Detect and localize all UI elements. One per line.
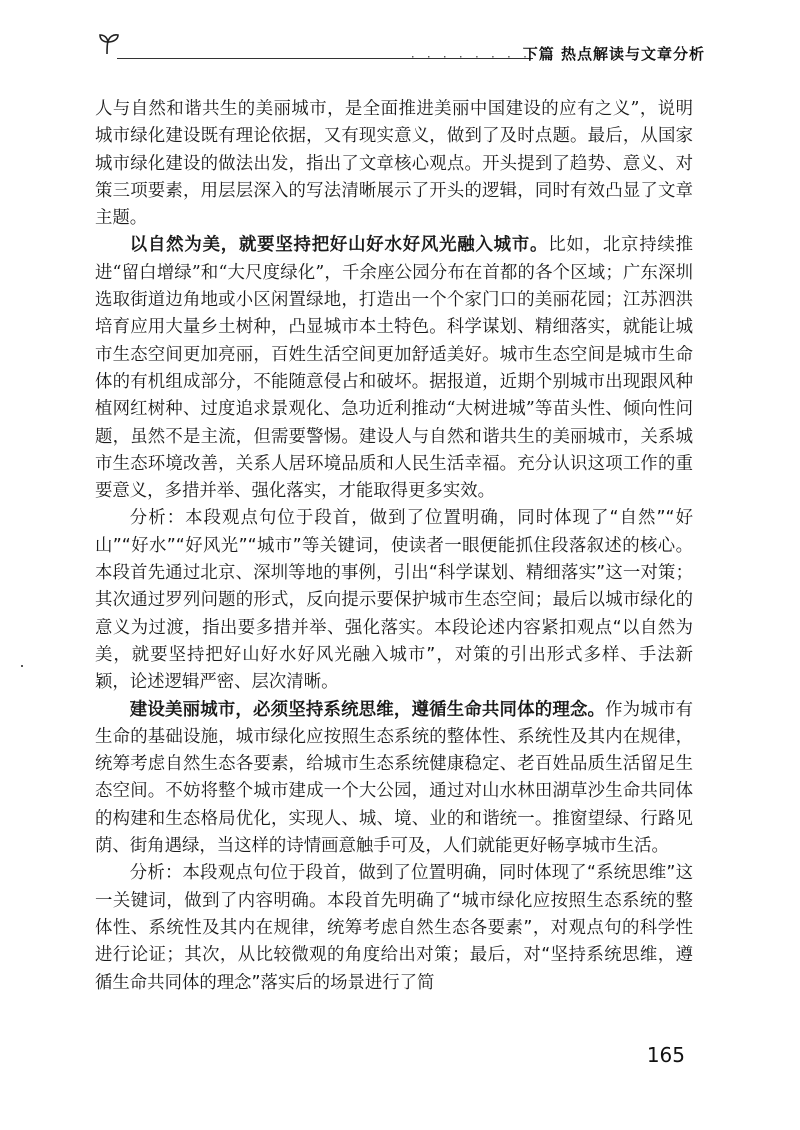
- running-header: [95, 30, 705, 66]
- paragraph-analysis-1: 分析：本段观点句位于段首，做到了位置明确，同时体现了“自然”“好山”“好水”“好风光”“城市”等关键词，使读者一眼便能抓住段落叙述的核心。本段首先通过北京、深圳等地的事例，引出“科学谋划、精细落实”这一对策；其次通过罗列问题的形式，反向提示要保护城市生态空间；最后以城市绿化的意义为过渡，指出要多措并举、强化落实。本段论述内容紧扣观点“以自然为美，就要坚持把好山好水好风光融入城市”，对策的引出形式多样、手法新颖，论述逻辑严密、层次清晰。: [95, 508, 693, 693]
- page-number: 165: [646, 1043, 685, 1067]
- page-body: [95, 96, 693, 997]
- margin-mark: [21, 665, 23, 667]
- paragraph-lead: 建设美丽城市，必须坚持系统思维，遵循生命共同体的理念。: [129, 699, 606, 720]
- paragraph-lead: 以自然为美，就要坚持把好山好水好风光融入城市。: [129, 235, 549, 256]
- paragraph-systems-thinking: 建设美丽城市，必须坚持系统思维，遵循生命共同体的理念。作为城市有生命的基础设施，城市绿化应按照生态系统的整体性、系统性及其内在规律，统筹考虑自然生态各要素，给城市生态系统健康稳定、老百姓品质生活留足生态空间。不妨将整个城市建成一个大公园，通过对山水林田湖草沙生命共同体的构建和生态格局优化，实现人、城、境、业的和谐统一。推窗望绿、行路见荫、街角遇绿，当这样的诗情画意触手可及，人们就能更好畅享城市生活。: [95, 699, 693, 857]
- sprout-icon: [95, 32, 121, 56]
- paragraph-continuation: 人与自然和谐共生的美丽城市，是全面推进美丽中国建设的应有之义”，说明城市绿化建设既有理论依据，又有现实意义，做到了及时点题。最后，从国家城市绿化建设的做法出发，指出了文章核心观点。开头提到了趋势、意义、对策三项要素，用层层深入的写法清晰展示了开头的逻辑，同时有效凸显了文章主题。: [95, 99, 693, 229]
- section-title: 下篇 热点解读与文章分析: [522, 45, 705, 63]
- paragraph-analysis-2: 分析：本段观点句位于段首，做到了位置明确，同时体现了“系统思维”这一关键词，做到了内容明确。本段首先明确了“城市绿化应按照生态系统的整体性、系统性及其内在规律，统筹考虑自然生态各要素”，对观点句的科学性进行论证；其次，从比较微观的角度给出对策；最后，对“坚持系统思维，遵循生命共同体的理念”落实后的场景进行了简: [95, 863, 693, 993]
- paragraph-nature-beauty: 以自然为美，就要坚持把好山好水好风光融入城市。比如，北京持续推进“留白增绿”和“大尺度绿化”，千余座公园分布在首都的各个区域；广东深圳选取街道边角地或小区闲置绿地，打造出一个个家门口的美丽花园；江苏泗洪培育应用大量乡土树种，凸显城市本土特色。科学谋划、精细落实，就能让城市生态空间更加亮丽，百姓生活空间更加舒适美好。城市生态空间是城市生命体的有机组成部分，不能随意侵占和破坏。据报道，近期个别城市出现跟风种植网红树种、过度追求景观化、急功近利推动“大树进城”等苗头性、倾向性问题，虽然不是主流，但需要警惕。建设人与自然和谐共生的美丽城市，关系城市生态环境改善，关系人居环境品质和人民生活幸福。充分认识这项工作的重要意义，多措并举、强化落实，才能取得更多实效。: [95, 235, 693, 502]
- header-dots: · · · · · · · ·: [409, 52, 530, 63]
